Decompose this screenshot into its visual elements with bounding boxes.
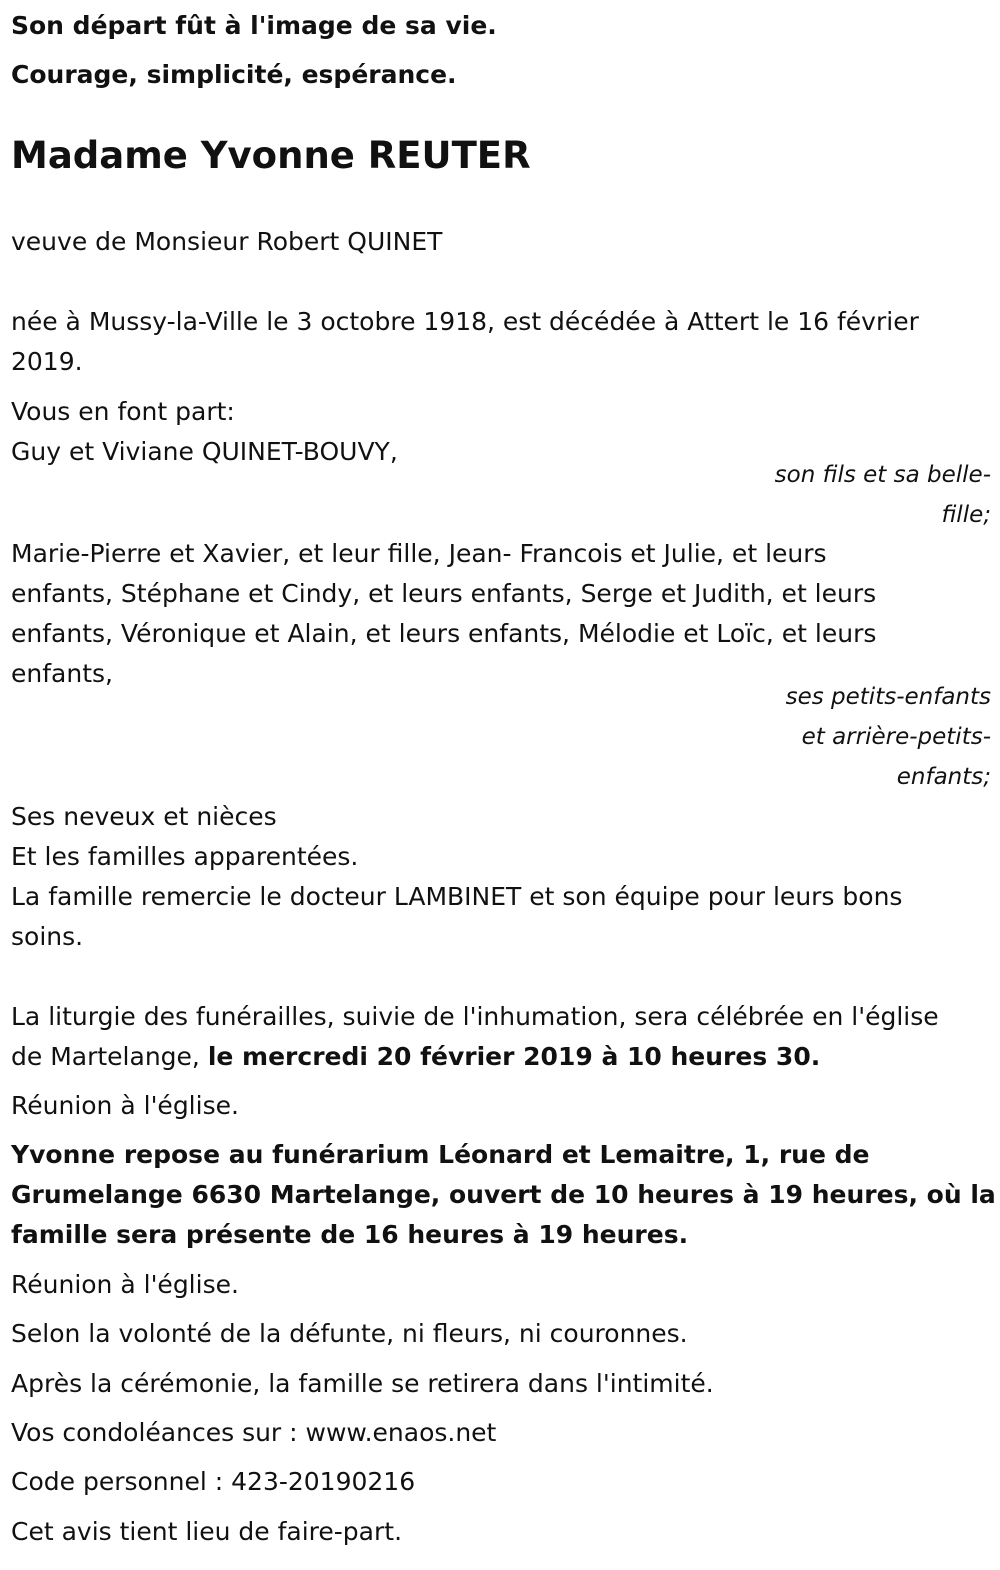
no-flowers: Selon la volonté de la défunte, ni fleurs, ni couronnes. — [11, 1319, 688, 1348]
relatives: Et les familles apparentées. — [11, 842, 359, 871]
intimacy: Après la cérémonie, la famille se retirera dans l'intimité. — [11, 1369, 714, 1398]
condolences: Vos condoléances sur : www.enaos.net — [11, 1418, 497, 1447]
thanks-line-1: La famille remercie le docteur LAMBINET et son équipe pour leurs bons — [11, 882, 903, 911]
grandchildren-line-1: Marie-Pierre et Xavier, et leur fille, Jean- Francois et Julie, et leurs — [11, 539, 827, 568]
rest-line-1: Yvonne repose au funérarium Léonard et Lemaitre, 1, rue de — [11, 1140, 870, 1169]
notice-statement: Cet avis tient lieu de faire-part. — [11, 1517, 403, 1546]
motto-line-2: Courage, simplicité, espérance. — [11, 60, 457, 89]
grandchildren-role-line-1: ses petits-enfants — [785, 684, 991, 710]
son-role-line-1: son fils et sa belle- — [774, 462, 991, 488]
liturgy-line-2-prefix: de Martelange, — [11, 1042, 208, 1071]
personal-code: Code personnel : 423-20190216 — [11, 1467, 416, 1496]
grandchildren-line-3: enfants, Véronique et Alain, et leurs enfants, Mélodie et Loïc, et leurs — [11, 619, 877, 648]
son-role-line-2: fille; — [941, 502, 991, 528]
reunion-2: Réunion à l'église. — [11, 1270, 239, 1299]
reunion-1: Réunion à l'église. — [11, 1091, 239, 1120]
nephews: Ses neveux et nièces — [11, 802, 277, 831]
family-intro: Vous en font part: — [11, 397, 235, 426]
motto-line-1: Son départ fût à l'image de sa vie. — [11, 11, 497, 40]
deceased-name: Madame Yvonne REUTER — [11, 134, 531, 177]
funeral-date: le mercredi 20 février 2019 à 10 heures 30. — [207, 1042, 821, 1071]
birth-death-line-2: 2019. — [11, 347, 83, 376]
grandchildren-role-line-2: et arrière-petits- — [801, 724, 991, 750]
thanks-line-2: soins. — [11, 922, 84, 951]
son-name: Guy et Viviane QUINET-BOUVY, — [11, 437, 398, 466]
grandchildren-line-4: enfants, — [11, 659, 113, 688]
rest-line-2: Grumelange 6630 Martelange, ouvert de 10 heures à 19 heures, où la — [11, 1180, 996, 1209]
liturgy-line-1: La liturgie des funérailles, suivie de l'inhumation, sera célébrée en l'église — [11, 1002, 939, 1031]
grandchildren-role-line-3: enfants; — [896, 764, 991, 790]
birth-death-line-1: née à Mussy-la-Ville le 3 octobre 1918, est décédée à Attert le 16 février — [11, 307, 919, 336]
rest-line-3: famille sera présente de 16 heures à 19 heures. — [11, 1220, 689, 1249]
grandchildren-line-2: enfants, Stéphane et Cindy, et leurs enfants, Serge et Judith, et leurs — [11, 579, 877, 608]
widow-of: veuve de Monsieur Robert QUINET — [11, 227, 443, 256]
liturgy-line-2 — [11, 1037, 820, 1077]
